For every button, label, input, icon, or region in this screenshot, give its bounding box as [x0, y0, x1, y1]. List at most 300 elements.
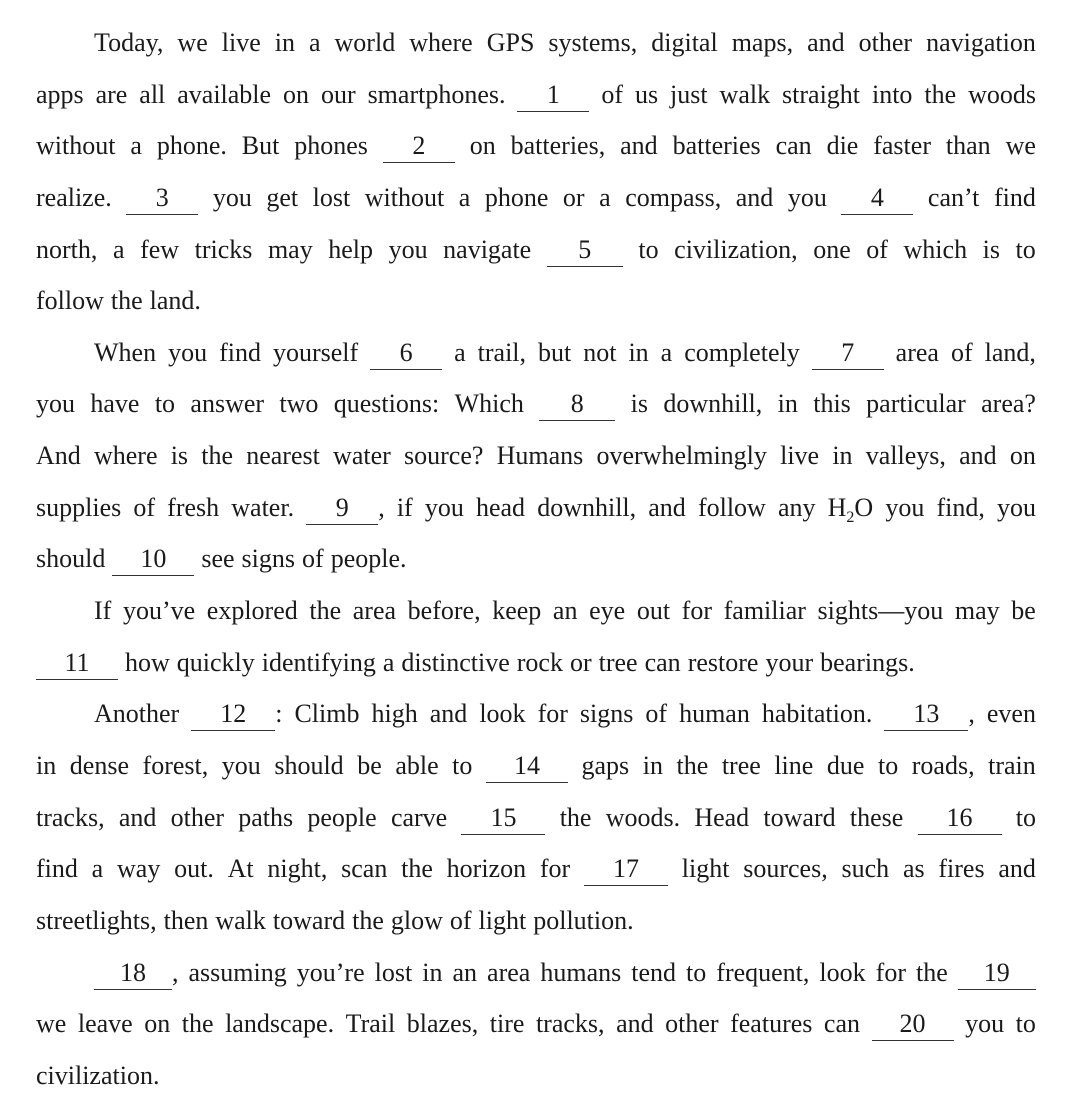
- word: leave: [77, 1009, 133, 1039]
- word: downhill,: [663, 389, 763, 419]
- word: tree: [721, 750, 761, 780]
- word: one: [813, 234, 851, 264]
- blank-group: [884, 688, 975, 740]
- blank-group: [36, 637, 118, 689]
- word: and: [959, 441, 997, 471]
- word: live: [221, 28, 261, 57]
- answer-blank-12[interactable]: 12: [191, 697, 275, 731]
- word: you: [212, 182, 252, 212]
- blank-group: [841, 172, 913, 224]
- word: out.: [174, 854, 214, 884]
- word: downhill,: [537, 492, 637, 522]
- word: and: [807, 28, 845, 57]
- word: to: [154, 389, 176, 419]
- word: landscape.: [225, 1009, 335, 1039]
- answer-blank-8[interactable]: 8: [539, 387, 615, 421]
- word: see: [201, 544, 235, 574]
- word: restore: [687, 647, 759, 677]
- word: of: [133, 492, 156, 522]
- word: us: [634, 79, 659, 109]
- word: a: [130, 131, 142, 161]
- word: you’ve: [122, 596, 196, 626]
- word: these: [849, 802, 904, 832]
- word: on: [469, 131, 496, 161]
- word: follow: [697, 492, 766, 522]
- word: train: [988, 750, 1036, 780]
- word: And: [36, 441, 81, 471]
- word: follow: [36, 286, 104, 316]
- formula-subscript: 2: [846, 508, 855, 526]
- word: should: [36, 544, 106, 574]
- answer-blank-14[interactable]: 14: [486, 749, 568, 783]
- word: of: [866, 234, 888, 264]
- word: due: [826, 750, 865, 780]
- word: tricks: [194, 234, 253, 264]
- word: should: [274, 750, 344, 780]
- word: the: [676, 750, 709, 780]
- passage-line: [36, 172, 1036, 224]
- blank-group: [94, 947, 179, 999]
- answer-blank-9[interactable]: 9: [306, 491, 378, 525]
- blank-group: [126, 172, 198, 224]
- word: this: [813, 389, 851, 419]
- word: find: [219, 337, 261, 367]
- word: navigate: [443, 234, 532, 264]
- passage-line: [36, 69, 1036, 121]
- word: civilization,: [674, 234, 798, 264]
- formula-h: H: [827, 492, 847, 522]
- blank-group: [112, 533, 194, 585]
- word: be: [357, 750, 382, 780]
- word: systems,: [548, 28, 638, 57]
- word: the: [352, 905, 384, 935]
- word: distinctive: [401, 647, 510, 677]
- blank-group: [191, 688, 282, 740]
- word: a: [382, 647, 395, 677]
- word: have: [90, 389, 140, 419]
- word: in: [628, 337, 649, 367]
- word: fires: [938, 854, 985, 884]
- word: water: [333, 441, 391, 471]
- word: to: [1015, 234, 1036, 264]
- word: in: [832, 441, 853, 471]
- word: particular: [866, 389, 966, 419]
- passage-line: [36, 585, 1036, 637]
- word: of: [950, 337, 973, 367]
- word: tracks,: [36, 802, 105, 832]
- word: toward: [272, 905, 346, 935]
- punctuation: :: [275, 699, 283, 729]
- word: north,: [36, 234, 98, 264]
- word: If: [94, 596, 112, 626]
- word: find: [993, 182, 1036, 212]
- word: source?: [404, 441, 484, 471]
- word: area: [487, 957, 531, 987]
- word: tend: [631, 957, 677, 987]
- punctuation: ,: [968, 699, 975, 729]
- word: a: [91, 854, 104, 884]
- passage-line: [36, 378, 1036, 430]
- word: other: [665, 1009, 719, 1039]
- word: may: [267, 234, 313, 264]
- word: for: [875, 957, 906, 987]
- passage-line: [36, 533, 1036, 585]
- word: batteries: [672, 131, 761, 161]
- word: batteries,: [510, 131, 606, 161]
- word: fresh: [167, 492, 220, 522]
- word: to: [1015, 802, 1036, 832]
- word: navigation: [926, 28, 1036, 57]
- word: toward: [763, 802, 836, 832]
- word: you’re: [296, 957, 365, 987]
- word: overwhelmingly: [596, 441, 767, 471]
- word: is: [170, 441, 189, 471]
- passage-line: [36, 327, 1036, 379]
- word: features: [730, 1009, 813, 1039]
- word: of: [449, 905, 472, 935]
- word: walk: [719, 79, 771, 109]
- passage-line: [36, 688, 1036, 740]
- formula-o: O: [854, 492, 874, 522]
- word: is: [982, 234, 1000, 264]
- word: to: [452, 750, 473, 780]
- word: not: [583, 337, 617, 367]
- word: quickly: [176, 647, 255, 677]
- word: gaps: [581, 750, 630, 780]
- word: live: [780, 441, 820, 471]
- answer-blank-11[interactable]: 11: [36, 646, 118, 680]
- word: the: [201, 441, 234, 471]
- word: Climb: [294, 699, 360, 729]
- passage-line: [36, 275, 1036, 327]
- word: answer: [190, 389, 265, 419]
- word: for: [539, 854, 571, 884]
- word: carve: [390, 802, 448, 832]
- word: where: [93, 441, 158, 471]
- word: apps: [36, 79, 84, 109]
- word: light: [478, 905, 527, 935]
- word: signs: [241, 544, 296, 574]
- word: or: [562, 182, 585, 212]
- blank-group: [383, 120, 455, 172]
- word: phone.: [156, 131, 227, 161]
- word: you: [885, 492, 925, 522]
- answer-blank-15[interactable]: 15: [461, 801, 545, 835]
- word: roads,: [911, 750, 975, 780]
- blank-group: [517, 69, 589, 121]
- word: compass,: [625, 182, 722, 212]
- word: in: [36, 750, 57, 780]
- passage-line: [36, 224, 1036, 276]
- word: and: [735, 182, 774, 212]
- word: available: [177, 79, 272, 109]
- word: signs: [579, 699, 634, 729]
- word: you: [965, 1009, 1005, 1039]
- word: find: [36, 854, 78, 884]
- word: an: [552, 596, 578, 626]
- blank-group: [812, 327, 884, 379]
- word: an: [452, 957, 478, 987]
- answer-blank-2[interactable]: 2: [383, 129, 455, 163]
- word: tracks,: [535, 1009, 605, 1039]
- word: but: [538, 337, 572, 367]
- blank-group: [370, 327, 442, 379]
- passage-line: [36, 482, 1036, 534]
- word: Head: [694, 802, 750, 832]
- word: the: [916, 957, 948, 987]
- word: we: [1005, 131, 1036, 161]
- word: help: [328, 234, 374, 264]
- answer-blank-1[interactable]: 1: [517, 78, 589, 112]
- word: lost: [312, 182, 351, 212]
- word: light: [681, 854, 730, 884]
- blank-group: [539, 378, 615, 430]
- blank-group: [958, 947, 1036, 999]
- word: look: [819, 957, 866, 987]
- word: area: [895, 337, 939, 367]
- blank-group: [584, 843, 668, 895]
- word: civilization.: [36, 1060, 160, 1090]
- word: all: [139, 79, 166, 109]
- word: how: [125, 647, 170, 677]
- word: smartphones.: [367, 79, 506, 109]
- word: to: [877, 750, 899, 780]
- word: the: [181, 1009, 214, 1039]
- word: completely: [684, 337, 800, 367]
- water-formula: [828, 482, 874, 544]
- word: our: [320, 79, 356, 109]
- word: we: [36, 1009, 67, 1039]
- word: phones: [294, 131, 368, 161]
- word: yourself: [272, 337, 359, 367]
- answer-blank-19[interactable]: 19: [958, 956, 1036, 990]
- word: land,: [984, 337, 1036, 367]
- word: tire: [489, 1009, 525, 1039]
- word: can’t: [927, 182, 980, 212]
- word: trail,: [477, 337, 527, 367]
- word: any: [777, 492, 816, 522]
- word: a: [454, 337, 466, 367]
- word: way: [117, 854, 161, 884]
- word: other: [858, 28, 913, 57]
- word: able: [395, 750, 439, 780]
- word: area: [352, 596, 397, 626]
- word: habitation.: [761, 699, 873, 729]
- word: die: [826, 131, 859, 161]
- word: pollution.: [533, 905, 634, 935]
- word: streetlights,: [36, 905, 157, 935]
- word: as: [902, 854, 925, 884]
- word: for: [537, 699, 568, 729]
- word: faster: [873, 131, 931, 161]
- cloze-passage: [36, 17, 1036, 1101]
- word: such: [841, 854, 890, 884]
- answer-blank-17[interactable]: 17: [584, 852, 668, 886]
- word: a: [599, 182, 611, 212]
- word: Which: [454, 389, 524, 419]
- word: straight: [782, 79, 861, 109]
- word: high: [371, 699, 418, 729]
- word: rock: [516, 647, 563, 677]
- word: At: [227, 854, 254, 884]
- passage-line: [36, 895, 1036, 947]
- passage-line: [36, 17, 1036, 69]
- word: identifying: [261, 647, 376, 677]
- word: maps,: [731, 28, 794, 57]
- word: to: [686, 957, 707, 987]
- word: Another: [94, 699, 180, 729]
- word: can: [823, 1009, 861, 1039]
- punctuation: ,: [172, 957, 179, 987]
- word: a: [112, 234, 125, 264]
- answer-blank-18[interactable]: 18: [94, 956, 172, 990]
- answer-blank-4[interactable]: 4: [841, 181, 913, 215]
- word: where: [409, 28, 473, 57]
- word: horizon: [446, 854, 527, 884]
- blank-group: [547, 224, 623, 276]
- passage-line: [36, 843, 1036, 895]
- word: sights—you: [817, 596, 944, 626]
- word: forest,: [142, 750, 209, 780]
- word: night,: [267, 854, 328, 884]
- word: just: [670, 79, 708, 109]
- word: glow: [390, 905, 443, 935]
- word: find,: [936, 492, 985, 522]
- word: you: [168, 337, 208, 367]
- word: When: [94, 337, 157, 367]
- blank-group: [461, 792, 545, 844]
- word: walk: [215, 905, 266, 935]
- word: before,: [407, 596, 481, 626]
- word: world: [334, 28, 396, 57]
- answer-blank-20[interactable]: 20: [872, 1007, 954, 1041]
- word: in: [777, 389, 798, 419]
- word: into: [871, 79, 913, 109]
- answer-blank-6[interactable]: 6: [370, 336, 442, 370]
- passage-line: [36, 637, 1036, 689]
- word: look: [479, 699, 526, 729]
- word: area?: [981, 389, 1036, 419]
- word: out: [636, 596, 671, 626]
- word: can: [644, 647, 681, 677]
- word: can: [775, 131, 812, 161]
- word: bearings.: [820, 647, 915, 677]
- passage-line: [36, 430, 1036, 482]
- word: head: [475, 492, 526, 522]
- word: the: [401, 854, 433, 884]
- word: land.: [149, 286, 201, 316]
- word: other: [170, 802, 225, 832]
- word: the: [110, 286, 143, 316]
- word: the: [559, 802, 592, 832]
- word: two: [279, 389, 319, 419]
- word: if: [396, 492, 413, 522]
- answer-blank-13[interactable]: 13: [884, 697, 968, 731]
- word: and: [620, 131, 658, 161]
- word: is: [630, 389, 648, 419]
- word: get: [266, 182, 299, 212]
- word: tree: [598, 647, 638, 677]
- word: few: [140, 234, 180, 264]
- word: line: [774, 750, 814, 780]
- word: you: [424, 492, 464, 522]
- blank-group: [872, 998, 954, 1050]
- word: on: [283, 79, 310, 109]
- word: your: [765, 647, 814, 677]
- word: may: [954, 596, 1000, 626]
- word: assuming: [188, 957, 287, 987]
- word: on: [1009, 441, 1036, 471]
- word: the: [309, 596, 342, 626]
- word: without: [36, 131, 116, 161]
- answer-blank-5[interactable]: 5: [547, 233, 623, 267]
- answer-blank-16[interactable]: 16: [918, 801, 1002, 835]
- word: even: [986, 699, 1036, 729]
- passage-line: [36, 998, 1036, 1050]
- word: supplies: [36, 492, 122, 522]
- word: GPS: [486, 28, 535, 57]
- word: for: [681, 596, 712, 626]
- blank-group: [306, 482, 385, 534]
- word: which: [903, 234, 968, 264]
- word: on: [144, 1009, 171, 1039]
- word: the: [924, 79, 957, 109]
- word: frequent,: [716, 957, 810, 987]
- word: without: [364, 182, 445, 212]
- word: woods: [968, 79, 1036, 109]
- word: But: [241, 131, 280, 161]
- word: blazes,: [406, 1009, 479, 1039]
- word: in: [422, 957, 443, 987]
- word: of: [302, 544, 324, 574]
- word: realize.: [36, 182, 112, 212]
- answer-blank-7[interactable]: 7: [812, 336, 884, 370]
- answer-blank-10[interactable]: 10: [112, 542, 194, 576]
- word: then: [163, 905, 209, 935]
- word: and: [998, 854, 1036, 884]
- word: you: [787, 182, 827, 212]
- word: familiar: [723, 596, 806, 626]
- word: keep: [492, 596, 542, 626]
- word: you: [388, 234, 428, 264]
- word: you: [221, 750, 261, 780]
- word: human: [679, 699, 750, 729]
- word: you: [36, 389, 75, 419]
- word: eye: [589, 596, 626, 626]
- word: people.: [330, 544, 407, 574]
- word: a: [660, 337, 673, 367]
- passage-line: [36, 740, 1036, 792]
- word: be: [1011, 596, 1036, 626]
- word: lost: [374, 957, 413, 987]
- word: a: [308, 28, 321, 57]
- answer-blank-3[interactable]: 3: [126, 181, 198, 215]
- word: valleys,: [865, 441, 946, 471]
- word: and: [648, 492, 686, 522]
- word: and: [616, 1009, 654, 1039]
- word: people: [307, 802, 377, 832]
- word: in: [274, 28, 295, 57]
- word: we: [177, 28, 208, 57]
- word: are: [95, 79, 128, 109]
- word: woods.: [605, 802, 681, 832]
- word: of: [645, 699, 668, 729]
- passage-line: [36, 1050, 1036, 1102]
- word: and: [429, 699, 468, 729]
- word: explored: [206, 596, 298, 626]
- punctuation: ,: [378, 492, 385, 522]
- word: in: [642, 750, 663, 780]
